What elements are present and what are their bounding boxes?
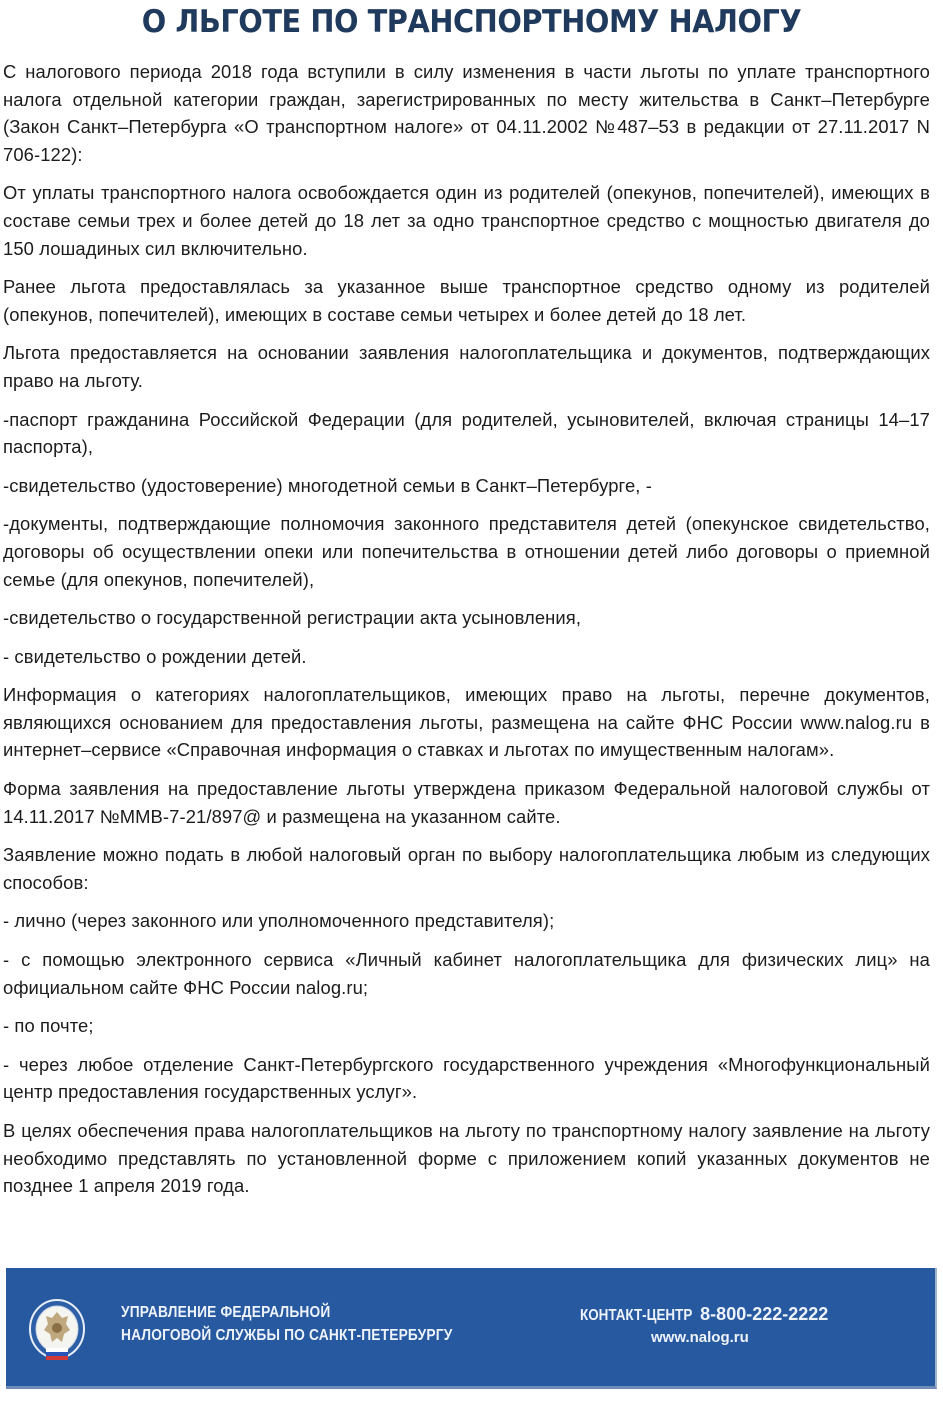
paragraph-basis: Льгота предоставляется на основании заявления налогоплательщика и документов, подтверждающих право на льготу. <box>3 342 930 391</box>
paragraph-intro: С налогового периода 2018 года вступили в силу изменения в части льготы по уплате транспортного налога отдельной категории граждан, зарегистрированных по месту жительства в Санкт–Петербурге (Закон Санкт–Петербурга «О транспортном налоге» от 04.11.2002 №487–53 в редакции от 27.11.2017 N 706-122): <box>3 61 930 165</box>
footer-banner <box>6 1268 937 1389</box>
org-name-line2: НАЛОГОВОЙ СЛУЖБЫ ПО САНКТ-ПЕТЕРБУРГУ <box>121 1327 453 1344</box>
website-link[interactable]: www.nalog.ru <box>651 1329 749 1346</box>
doc-list-item-birth-certificate: - свидетельство о рождении детей. <box>3 645 307 667</box>
paragraph-submission: Заявление можно подать в любой налоговый орган по выбору налогоплательщика любым из следующих способов: <box>3 844 930 893</box>
paragraph-information: Информация о категориях налогоплательщиков, имеющих право на льготы, перечне документов, являющихся основанием для предоставления льготы, размещена на сайте ФНС России www.nalog.ru в интернет–сервисе «Справочная информация о ставках и льготах по имущественным налогам». <box>3 684 930 761</box>
contact-center-label: КОНТАКТ-ЦЕНТР <box>580 1307 693 1324</box>
doc-list-item-large-family-certificate: -свидетельство (удостоверение) многодетной семьи в Санкт–Петербурге, - <box>3 474 652 496</box>
method-list-item-mfc: - через любое отделение Санкт-Петербургского государственного учреждения «Многофункциональный центр предоставления государственных услуг». <box>3 1053 930 1103</box>
page-title: О ЛЬГОТЕ ПО ТРАНСПОРТНОМУ НАЛОГУ <box>141 4 802 40</box>
contact-center <box>580 1304 828 1325</box>
paragraph-deadline: В целях обеспечения права налогоплательщиков на льготу по транспортному налогу заявление на льготу необходимо представлять по установленной форме с приложением копий указанных документов не позднее 1 апреля 2019 года. <box>3 1120 930 1197</box>
paragraph-previous-rule: Ранее льгота предоставлялась за указанное выше транспортное средство одному из родителей (опекунов, попечителей), имеющих в составе семьи четырех и более детей до 18 лет. <box>3 276 930 325</box>
doc-list-item-passport: -паспорт гражданина Российской Федерации (для родителей, усыновителей, включая страницы 14–17 паспорта), <box>3 408 930 458</box>
org-name-line1: УПРАВЛЕНИЕ ФЕДЕРАЛЬНОЙ <box>121 1304 331 1321</box>
doc-list-item-adoption-certificate: -свидетельство о государственной регистрации акта усыновления, <box>3 607 582 629</box>
doc-list-item-guardian-documents: -документы, подтверждающие полномочия законного представителя детей (опекунское свидетельство, договоры об осуществлении опеки или попечительства в отношении детей либо договоры о приемной семье (для опекунов, попечителей), <box>3 513 930 590</box>
fns-emblem-icon <box>28 1298 86 1364</box>
paragraph-exemption: От уплаты транспортного налога освобождается один из родителей (опекунов, попечителей), имеющих в составе семьи трех и более детей до 18 лет за одно транспортное средство с мощностью двигателя до 150 лошадиных сил включительно. <box>3 182 930 259</box>
method-list-item-mail: - по почте; <box>3 1015 94 1037</box>
contact-phone[interactable]: 8-800-222-2222 <box>700 1304 829 1324</box>
method-list-item-online: - с помощью электронного сервиса «Личный кабинет налогоплательщика для физических лиц» на официальном сайте ФНС России nalog.ru; <box>3 949 930 998</box>
document-body <box>3 58 930 1211</box>
paragraph-form: Форма заявления на предоставление льготы утверждена приказом Федеральной налоговой службы от 14.11.2017 №ММВ-7-21/897@ и размещена на указанном сайте. <box>3 778 930 827</box>
method-list-item-in-person: - лично (через законного или уполномоченного представителя); <box>3 910 555 932</box>
